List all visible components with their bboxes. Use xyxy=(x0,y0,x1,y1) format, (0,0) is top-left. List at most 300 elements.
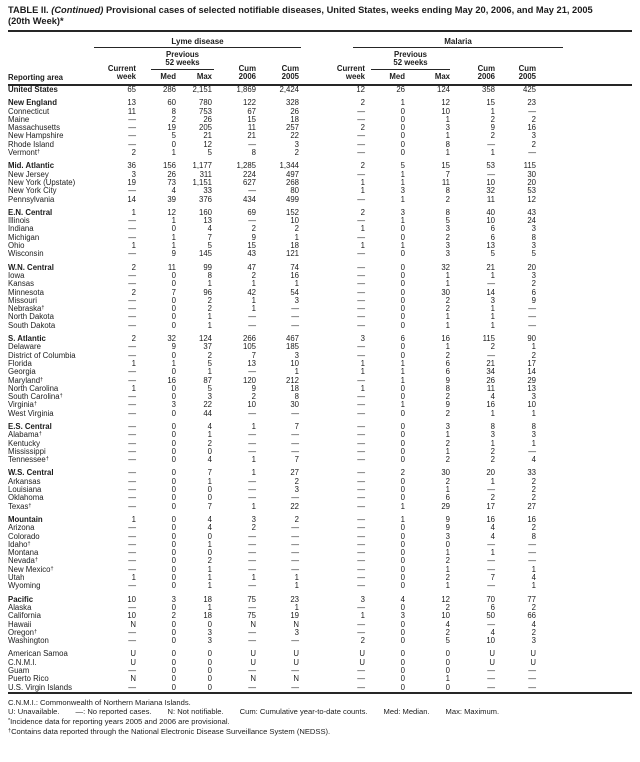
value-cell: 1 xyxy=(360,225,365,234)
value-cell: — xyxy=(487,170,495,179)
value-cell: 3 xyxy=(207,628,212,637)
value-cell: 0 xyxy=(445,658,450,667)
value-cell: 77 xyxy=(527,595,536,604)
value-cell: 2 xyxy=(251,524,256,533)
value-cell: 3 xyxy=(445,422,450,431)
spacer-cell xyxy=(538,217,632,225)
group-header-row xyxy=(8,35,632,48)
value-cell: 2 xyxy=(360,99,365,108)
value-cell: — xyxy=(128,557,136,566)
value-cell: 5 xyxy=(207,359,212,368)
lyme-med-header: Med xyxy=(138,70,178,85)
spacer-cell xyxy=(538,604,632,612)
value-cell: 1 xyxy=(400,242,405,251)
table-row xyxy=(8,431,632,439)
value-cell: — xyxy=(248,667,256,675)
subheader-row-1 xyxy=(8,48,632,70)
value-cell: 0 xyxy=(171,620,176,629)
reporting-area-cell: New Mexico† xyxy=(8,565,54,574)
value-cell: 0 xyxy=(445,540,450,549)
value-cell: 0 xyxy=(400,288,405,297)
reporting-area-cell: U.S. Virgin Islands xyxy=(8,684,94,693)
value-cell: 0 xyxy=(400,486,405,495)
value-cell: 4 xyxy=(490,524,495,533)
value-cell: 105 xyxy=(242,343,256,352)
value-cell: 376 xyxy=(198,195,212,204)
value-cell: 3 xyxy=(207,393,212,402)
value-cell: 99 xyxy=(203,263,212,272)
value-cell: — xyxy=(357,667,365,675)
value-cell: — xyxy=(357,313,365,322)
value-cell: 156 xyxy=(162,162,176,171)
value-cell: 0 xyxy=(207,486,212,495)
value-cell: — xyxy=(357,628,365,637)
value-cell: 2 xyxy=(490,132,495,141)
value-cell: 0 xyxy=(407,684,452,693)
value-cell: 1 xyxy=(251,502,256,511)
value-cell: — xyxy=(357,296,365,305)
value-cell: — xyxy=(128,140,136,149)
table-row xyxy=(8,196,632,204)
value-cell: — xyxy=(357,351,365,360)
value-cell: — xyxy=(128,217,136,226)
value-cell: — xyxy=(291,305,299,314)
value-cell: 0 xyxy=(400,456,405,465)
value-cell: 18 xyxy=(290,242,299,251)
value-cell: — xyxy=(128,296,136,305)
value-cell: 15 xyxy=(441,162,450,171)
value-cell: 2 xyxy=(445,557,450,566)
table-row xyxy=(8,456,632,464)
reporting-area-cell: Utah xyxy=(8,574,25,583)
value-cell: 2 xyxy=(445,628,450,637)
value-cell: 1 xyxy=(131,384,136,393)
value-cell: 2 xyxy=(531,351,536,360)
value-cell: 2 xyxy=(490,115,495,124)
value-cell: 3 xyxy=(207,637,212,646)
value-cell: 1 xyxy=(360,242,365,251)
value-cell: 0 xyxy=(171,456,176,465)
value-cell: 0 xyxy=(207,549,212,558)
value-cell: — xyxy=(128,250,136,259)
value-cell: 5 xyxy=(531,250,536,259)
value-cell: 1 xyxy=(251,422,256,431)
value-cell: 12 xyxy=(441,99,450,108)
value-cell: — xyxy=(128,524,136,533)
value-cell: 0 xyxy=(171,502,176,511)
value-cell: — xyxy=(487,557,495,566)
value-cell: 16 xyxy=(290,271,299,280)
reporting-area-cell: Wyoming xyxy=(8,582,41,591)
value-cell: 0 xyxy=(171,140,176,149)
table-row xyxy=(8,297,632,305)
value-cell: 2 xyxy=(531,494,536,503)
reporting-area-cell: Missouri xyxy=(8,296,38,305)
value-cell: 1 xyxy=(171,242,176,251)
reporting-area-cell: Hawaii xyxy=(8,620,32,629)
value-cell: 1 xyxy=(445,280,450,289)
value-cell: 0 xyxy=(171,409,176,418)
spacer-cell xyxy=(538,322,632,330)
value-cell: — xyxy=(94,684,138,693)
spacer-cell xyxy=(538,423,632,431)
value-cell: 8 xyxy=(445,140,450,149)
value-cell: — xyxy=(487,565,495,574)
dagger-symbol: † xyxy=(8,727,12,734)
value-cell: 74 xyxy=(290,263,299,272)
value-cell: 1 xyxy=(251,574,256,583)
value-cell: 2,424 xyxy=(279,85,299,94)
value-cell: 3 xyxy=(531,431,536,440)
spacer-cell xyxy=(538,410,632,418)
value-cell: 16 xyxy=(486,515,495,524)
value-cell: — xyxy=(248,603,256,612)
value-cell: 2 xyxy=(207,439,212,448)
value-cell: 0 xyxy=(171,574,176,583)
value-cell: — xyxy=(248,409,256,418)
value-cell: — xyxy=(214,684,258,693)
value-cell: 1 xyxy=(490,271,495,280)
malaria-cum-2006-header: Cum 2006 xyxy=(452,48,497,85)
value-cell: 4 xyxy=(207,515,212,524)
value-cell: 20 xyxy=(527,178,536,187)
value-cell: 0 xyxy=(207,447,212,456)
spacer-cell xyxy=(538,516,632,524)
table-row xyxy=(8,596,632,604)
spacer-header xyxy=(538,48,632,85)
reporting-area-cell: Maine xyxy=(8,115,30,124)
value-cell: N xyxy=(250,675,256,684)
value-cell: — xyxy=(357,393,365,402)
value-cell: 122 xyxy=(242,99,256,108)
abbreviation-item: Cum: Cumulative year-to-date counts. xyxy=(239,707,368,717)
value-cell: 1 xyxy=(490,149,495,158)
value-cell: — xyxy=(528,447,536,456)
value-cell: — xyxy=(357,376,365,385)
spacer-cell xyxy=(538,448,632,456)
value-cell: — xyxy=(528,540,536,549)
value-cell: — xyxy=(128,368,136,377)
value-cell: U xyxy=(489,658,495,667)
spacer-cell xyxy=(538,377,632,385)
value-cell: — xyxy=(248,540,256,549)
reporting-area-cell: New Jersey xyxy=(8,170,49,179)
value-cell: 2 xyxy=(294,149,299,158)
table-row xyxy=(8,234,632,242)
value-cell: — xyxy=(357,115,365,124)
value-cell: 1,344 xyxy=(279,162,299,171)
lyme-previous-52-weeks-header: Previous 52 weeks xyxy=(138,48,214,70)
value-cell: — xyxy=(128,565,136,574)
value-cell: U xyxy=(530,650,536,659)
value-cell: 0 xyxy=(400,115,405,124)
value-cell: 0 xyxy=(400,565,405,574)
value-cell: 27 xyxy=(290,469,299,478)
value-cell: — xyxy=(528,667,536,675)
spacer-cell xyxy=(538,629,632,637)
value-cell: 358 xyxy=(481,85,495,94)
table-row xyxy=(8,85,632,94)
abbreviation-item: U: Unavailable. xyxy=(8,707,60,717)
value-cell: 1 xyxy=(490,477,495,486)
value-cell: 311 xyxy=(199,170,212,179)
spacer-cell xyxy=(538,209,632,217)
lyme-max-header: Max xyxy=(178,70,214,85)
table-row xyxy=(8,549,632,557)
value-cell: 0 xyxy=(400,149,405,158)
value-cell: 627 xyxy=(242,178,256,187)
spacer-cell xyxy=(538,675,632,683)
reporting-area-cell: New Hampshire xyxy=(8,132,64,141)
value-cell: 1 xyxy=(445,486,450,495)
value-cell: 10 xyxy=(486,178,495,187)
spacer-cell xyxy=(538,264,632,272)
value-cell: 10 xyxy=(486,637,495,646)
value-cell: 0 xyxy=(171,540,176,549)
value-cell: 18 xyxy=(290,115,299,124)
table-row xyxy=(8,469,632,477)
value-cell: — xyxy=(452,684,497,693)
value-cell: — xyxy=(248,321,256,330)
value-cell: 2 xyxy=(445,574,450,583)
value-cell: 90 xyxy=(527,335,536,344)
value-cell: 26 xyxy=(486,376,495,385)
value-cell: 1 xyxy=(445,343,450,352)
value-cell: 8 xyxy=(207,271,212,280)
value-cell: 0 xyxy=(445,650,450,659)
value-cell: — xyxy=(357,343,365,352)
value-cell: 7 xyxy=(207,502,212,511)
table-row xyxy=(8,313,632,321)
value-cell: — xyxy=(357,280,365,289)
value-cell: 0 xyxy=(400,280,405,289)
value-cell: 12 xyxy=(356,85,365,94)
spacer-cell xyxy=(538,684,632,693)
value-cell: — xyxy=(487,140,495,149)
value-cell: 2 xyxy=(490,343,495,352)
value-cell: 1 xyxy=(400,170,405,179)
value-cell: — xyxy=(528,313,536,322)
value-cell: 185 xyxy=(285,343,299,352)
value-cell: 75 xyxy=(247,612,256,621)
value-cell: 0 xyxy=(171,637,176,646)
value-cell: 1 xyxy=(445,549,450,558)
value-cell: 8 xyxy=(531,532,536,541)
table-row xyxy=(8,533,632,541)
value-cell: 3 xyxy=(400,612,405,621)
spacer-cell xyxy=(538,401,632,409)
value-cell: 2 xyxy=(531,115,536,124)
reporting-area-cell: Virginia† xyxy=(8,401,37,410)
value-cell: — xyxy=(291,667,299,675)
reporting-area-header: Reporting area xyxy=(8,35,94,85)
value-cell: 2 xyxy=(531,486,536,495)
title-line-2: (20th Week)* xyxy=(8,16,64,26)
spacer-cell xyxy=(538,305,632,313)
value-cell: — xyxy=(128,124,136,133)
value-cell: 7 xyxy=(207,233,212,242)
value-cell: — xyxy=(128,540,136,549)
value-cell: 2 xyxy=(207,305,212,314)
value-cell: — xyxy=(357,557,365,566)
value-cell: 11 xyxy=(247,124,256,133)
value-cell: 0 xyxy=(400,574,405,583)
value-cell: 1 xyxy=(445,447,450,456)
value-cell: 3 xyxy=(360,335,365,344)
table-row xyxy=(8,171,632,179)
value-cell: 0 xyxy=(171,628,176,637)
value-cell: 1 xyxy=(400,359,405,368)
value-cell: 2,151 xyxy=(192,85,212,94)
reporting-area-cell: Pennsylvania xyxy=(8,195,55,204)
value-cell: 4 xyxy=(490,532,495,541)
value-cell: 5 xyxy=(490,250,495,259)
reporting-area-cell: Vermont† xyxy=(8,149,41,158)
value-cell: 0 xyxy=(400,667,405,675)
value-cell: 13 xyxy=(127,99,136,108)
value-cell: 8 xyxy=(490,422,495,431)
value-cell: U xyxy=(293,658,299,667)
value-cell: — xyxy=(128,477,136,486)
value-cell: — xyxy=(128,532,136,541)
value-cell: 224 xyxy=(242,170,256,179)
value-cell: — xyxy=(248,494,256,503)
value-cell: 425 xyxy=(522,85,536,94)
value-cell: — xyxy=(248,477,256,486)
table-row xyxy=(8,99,632,107)
value-cell: — xyxy=(357,107,365,116)
value-cell: 33 xyxy=(203,187,212,196)
value-cell: 0 xyxy=(171,384,176,393)
value-cell: 257 xyxy=(285,124,299,133)
value-cell: 0 xyxy=(171,650,176,659)
value-cell: — xyxy=(357,515,365,524)
value-cell: 4 xyxy=(531,456,536,465)
value-cell: 3 xyxy=(445,250,450,259)
value-cell: — xyxy=(248,217,256,226)
value-cell: — xyxy=(128,401,136,410)
table-row xyxy=(8,410,632,418)
value-cell: 2 xyxy=(360,637,365,646)
reporting-area-cell: New York (Upstate) xyxy=(8,178,76,187)
value-cell: 30 xyxy=(441,469,450,478)
reporting-area-cell: Alaska xyxy=(8,603,32,612)
value-cell: — xyxy=(248,628,256,637)
value-cell: 0 xyxy=(171,565,176,574)
reporting-area-cell: South Carolina† xyxy=(8,393,63,402)
value-cell: 18 xyxy=(203,612,212,621)
value-cell: 2 xyxy=(445,195,450,204)
value-cell: 1 xyxy=(490,321,495,330)
value-cell: 328 xyxy=(285,99,299,108)
value-cell: 40 xyxy=(486,208,495,217)
table-row xyxy=(8,675,632,683)
value-cell: 20 xyxy=(486,469,495,478)
value-cell: 12 xyxy=(441,595,450,604)
malaria-med-header: Med xyxy=(367,70,407,85)
value-cell: 2 xyxy=(445,409,450,418)
malaria-previous-52-weeks-header: Previous 52 weeks xyxy=(367,48,452,70)
value-cell: 2 xyxy=(531,280,536,289)
value-cell: — xyxy=(128,549,136,558)
reporting-area-cell: Mississippi xyxy=(8,447,46,456)
value-cell: — xyxy=(487,280,495,289)
value-cell: 0 xyxy=(171,524,176,533)
value-cell: — xyxy=(357,409,365,418)
table-row xyxy=(8,667,632,675)
value-cell: 1 xyxy=(400,178,405,187)
value-cell: 7 xyxy=(294,456,299,465)
value-cell: 14 xyxy=(486,288,495,297)
value-cell: 0 xyxy=(207,494,212,503)
reporting-area-cell: Massachusetts xyxy=(8,124,61,133)
value-cell: 1 xyxy=(400,368,405,377)
reporting-area-cell: Guam xyxy=(8,667,30,675)
value-cell: 0 xyxy=(400,313,405,322)
reporting-area-cell: Florida xyxy=(8,359,32,368)
value-cell: — xyxy=(128,233,136,242)
reporting-area-cell: Colorado xyxy=(8,532,40,541)
spacer-cell xyxy=(538,574,632,582)
value-cell: 2 xyxy=(531,603,536,612)
spacer-cell xyxy=(538,393,632,401)
value-cell: U xyxy=(250,658,256,667)
value-cell: 20 xyxy=(527,263,536,272)
reporting-area-cell: North Carolina xyxy=(8,384,59,393)
value-cell: 1 xyxy=(360,178,365,187)
reporting-area-cell: Mountain xyxy=(8,515,43,524)
value-cell: 1 xyxy=(360,368,365,377)
value-cell: 2 xyxy=(171,612,176,621)
value-cell: 3 xyxy=(294,140,299,149)
value-cell: 10 xyxy=(290,359,299,368)
value-cell: — xyxy=(357,447,365,456)
value-cell: — xyxy=(291,565,299,574)
value-cell: 1 xyxy=(531,565,536,574)
value-cell: 30 xyxy=(527,170,536,179)
value-cell: 26 xyxy=(396,85,405,94)
value-cell: 2 xyxy=(294,515,299,524)
value-cell: 3 xyxy=(294,351,299,360)
value-cell: — xyxy=(291,313,299,322)
reporting-area-cell: Ohio xyxy=(8,242,25,251)
table-row xyxy=(8,582,632,590)
value-cell: 22 xyxy=(203,401,212,410)
value-cell: 19 xyxy=(167,124,176,133)
value-cell: 10 xyxy=(127,612,136,621)
spacer-cell xyxy=(538,141,632,149)
value-cell: 5 xyxy=(445,637,450,646)
value-cell: — xyxy=(291,447,299,456)
table-row xyxy=(8,650,632,658)
value-cell: 16 xyxy=(441,335,450,344)
value-cell: 0 xyxy=(171,494,176,503)
value-cell: 0 xyxy=(171,296,176,305)
value-cell: — xyxy=(291,439,299,448)
value-cell: — xyxy=(528,149,536,158)
table-row xyxy=(8,612,632,620)
value-cell: 1 xyxy=(171,233,176,242)
value-cell: 0 xyxy=(171,368,176,377)
table-row xyxy=(8,684,632,693)
value-cell: 1 xyxy=(445,132,450,141)
reporting-area-cell: Mid. Atlantic xyxy=(8,162,55,171)
value-cell: 0 xyxy=(400,250,405,259)
value-cell: — xyxy=(128,667,136,675)
value-cell: — xyxy=(248,582,256,591)
value-cell: 0 xyxy=(171,351,176,360)
value-cell: 9 xyxy=(445,401,450,410)
